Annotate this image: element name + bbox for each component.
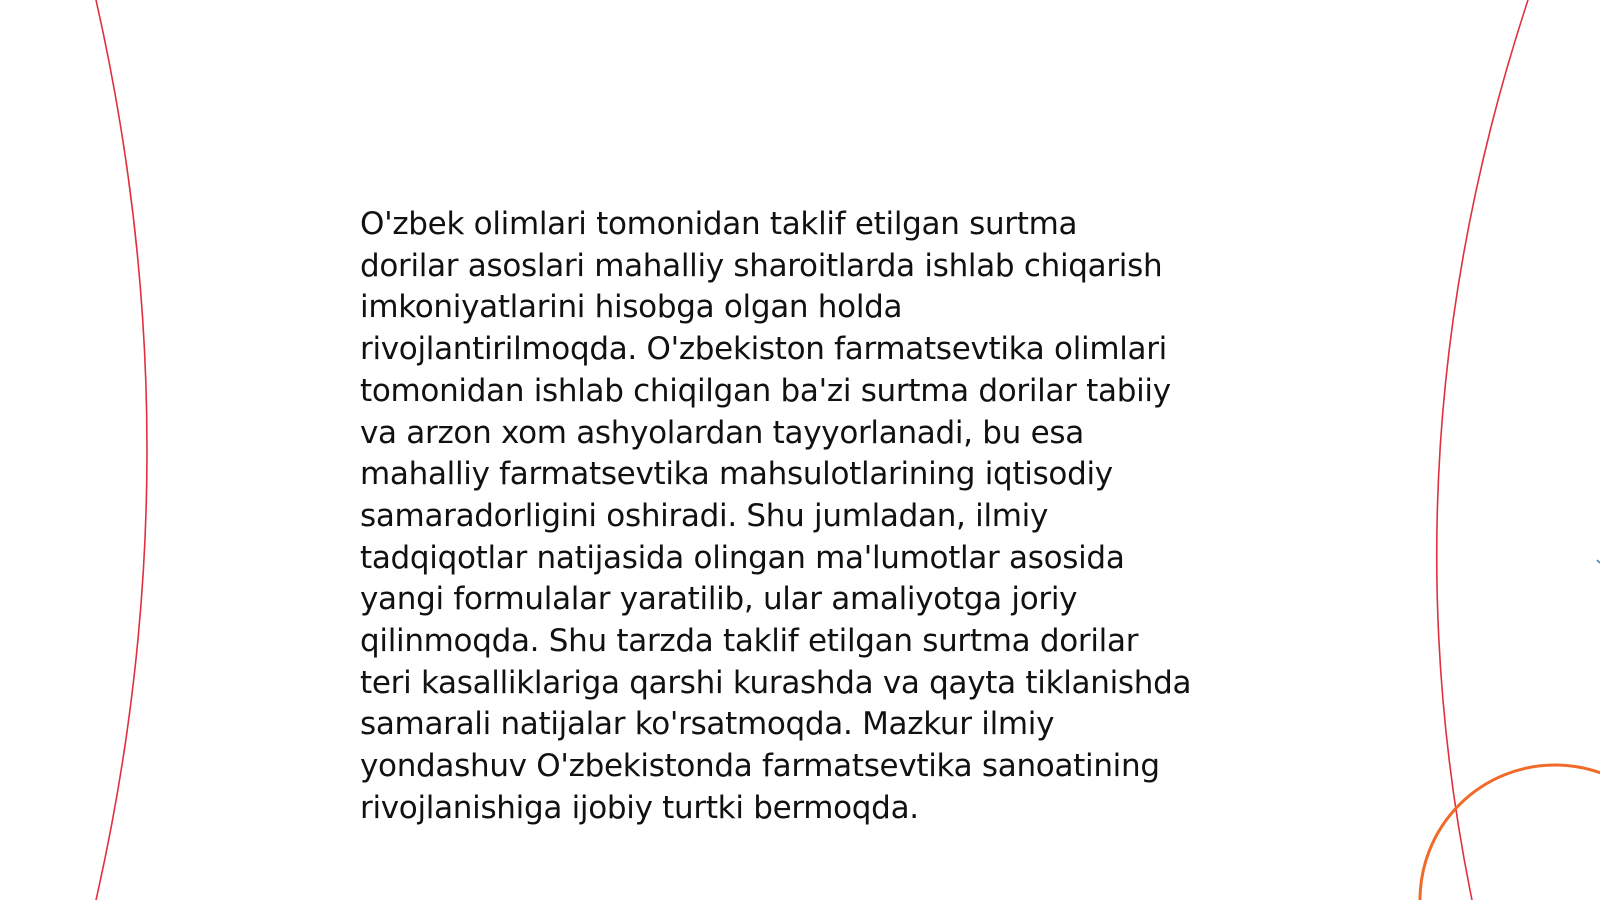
body-paragraph: O'zbek olimlari tomonidan taklif etilgan surtma dorilar asoslari mahalliy sharoitlarda ishlab chiqarish imkoniyatlarini hisobga olgan holda rivojlantirilmoqda. O'zbekiston farmatsevtika olimlari tomonidan ishlab chiqilgan ba'zi surtma dorilar tabiiy va arzon xom ashyolardan tayyorlanadi, bu esa mahalliy farmatsevtika mahsulotlarining iqtisodiy samaradorligini oshiradi. Shu jumladan, ilmiy tadqiqotlar natijasida olingan ma'lumotlar asosida yangi formulalar yaratilib, ular amaliyotga joriy qilinmoqda. Shu tarzda taklif etilgan surtma dorilar teri kasalliklariga qarshi kurashda va qayta tiklanishda samarali natijalar ko'rsatmoqda. Mazkur ilmiy yondashuv O'zbekistonda farmatsevtika sanoatining rivojlanishiga ijobiy turtki bermoqda. bbox=[360, 206, 1192, 826]
left-curve-line bbox=[96, 0, 147, 900]
orange-circle-outline bbox=[1420, 765, 1600, 900]
right-curve-line bbox=[1437, 0, 1528, 900]
